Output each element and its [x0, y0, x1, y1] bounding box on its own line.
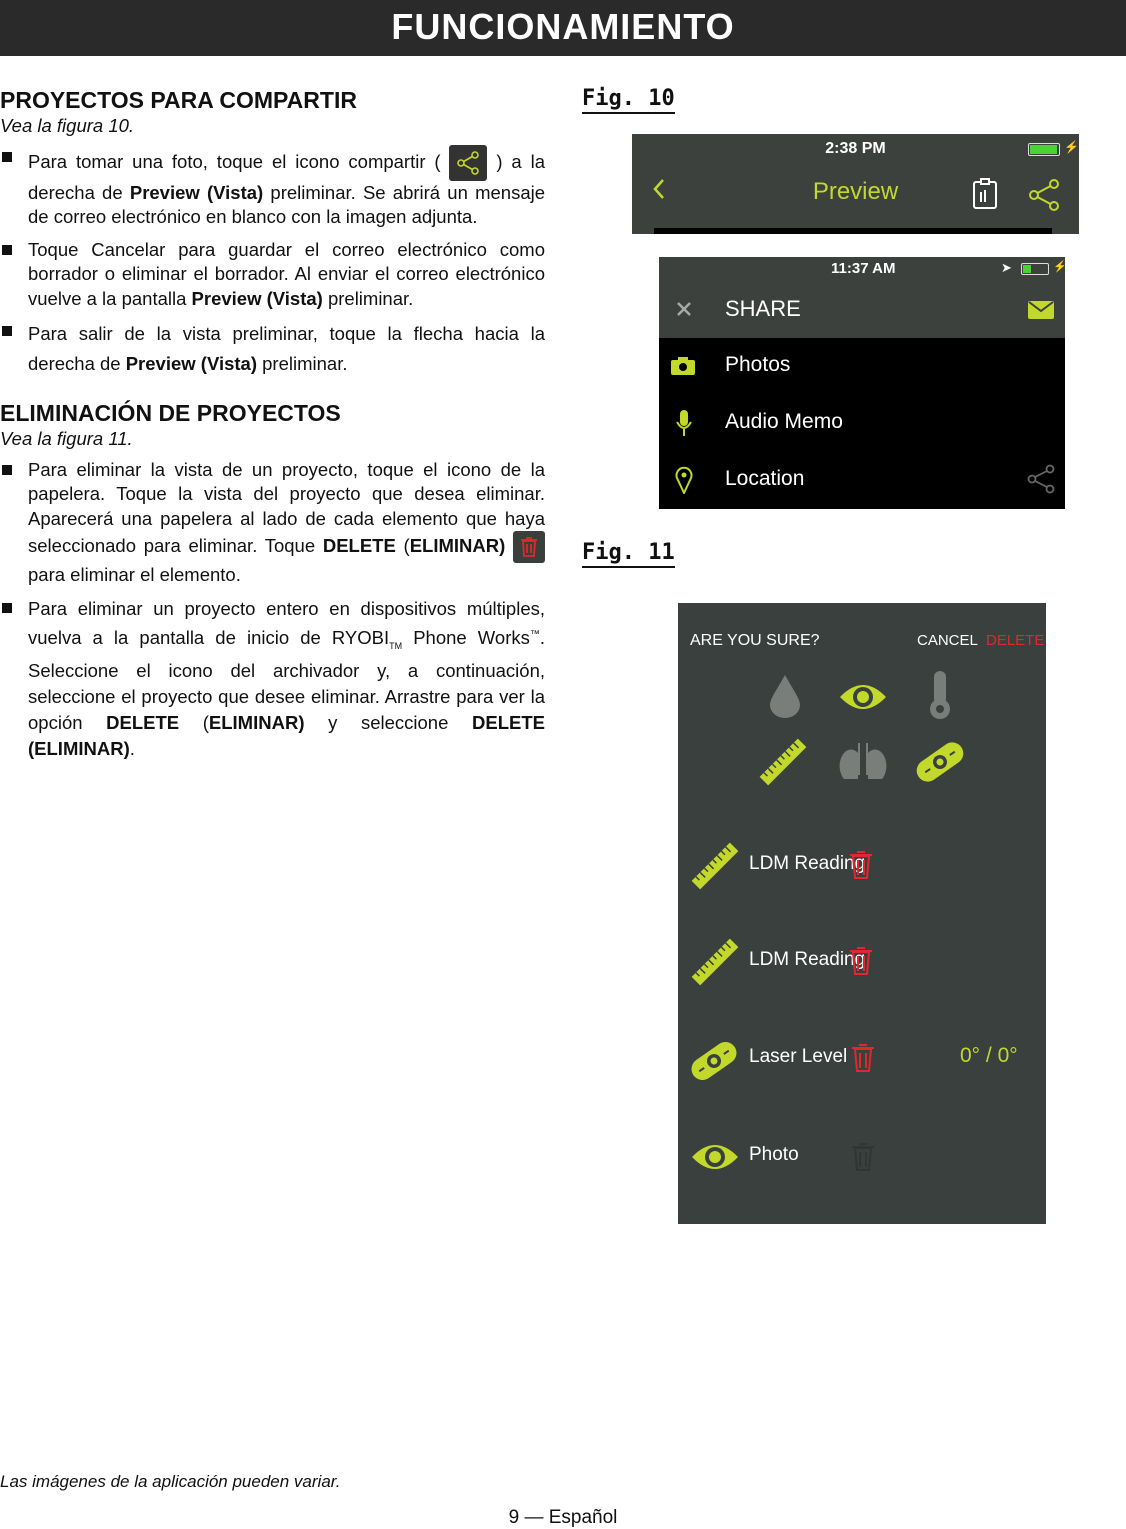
- share-title: SHARE: [725, 296, 801, 321]
- cancel-button[interactable]: CANCEL: [917, 632, 978, 649]
- project-label: LDM Reading: [749, 949, 866, 970]
- figure-reference: Vea la figura 11.: [0, 428, 133, 449]
- status-time: 2:38 PM: [825, 140, 886, 157]
- location-pin-icon: [675, 466, 693, 499]
- eye-icon: [690, 1139, 740, 1180]
- laser-level-icon[interactable]: [913, 735, 967, 794]
- section-heading-share: PROYECTOS PARA COMPARTIR: [0, 87, 357, 113]
- share-option-location[interactable]: [659, 452, 1065, 509]
- share-option-label: Location: [725, 467, 805, 490]
- earbuds-icon[interactable]: [838, 739, 888, 788]
- trash-icon[interactable]: [849, 946, 873, 981]
- ruler-icon: [690, 841, 740, 896]
- page-number: 9 — Español: [508, 1507, 618, 1528]
- battery-icon: [1021, 263, 1049, 275]
- list-item: Para eliminar un proyecto entero en dispositivos múltiples, vuelva a la pantalla de inicio de $RYOBI_{TM}$ Phone Works™. Seleccione el icono del archivador y, a continuación, seleccione el proyecto que desee eliminar. Arrastre para ver la opción DELETE (ELIMINAR) y seleccione DELETE (ELIMINAR).: [0, 596, 545, 763]
- share-option-label: Photos: [725, 353, 791, 376]
- share-icon: [449, 145, 487, 181]
- project-value: 0° / 0°: [960, 1044, 1018, 1067]
- project-row[interactable]: [678, 935, 1046, 995]
- project-row[interactable]: [678, 1031, 1046, 1091]
- charging-icon: ⚡: [1053, 261, 1067, 273]
- share-option-label: Audio Memo: [725, 410, 843, 433]
- figure-label: Fig. 10: [582, 86, 675, 114]
- delete-screen: [678, 603, 1046, 1224]
- delete-steps: [0, 458, 545, 763]
- close-icon[interactable]: [676, 301, 692, 322]
- status-time: 11:37 AM: [831, 260, 896, 277]
- share-option-photos[interactable]: [659, 338, 1065, 395]
- instructions-column: [0, 86, 545, 770]
- project-row[interactable]: [678, 839, 1046, 899]
- ruler-icon[interactable]: [758, 737, 808, 792]
- microphone-icon: [675, 410, 693, 443]
- trash-icon[interactable]: [849, 850, 873, 885]
- share-option-audio-memo[interactable]: [659, 395, 1065, 452]
- list-item: Toque Cancelar para guardar el correo electrónico como borrador o eliminar el borrador. Al enviar el correo electrónico vuelve a la pantalla Preview (Vista) preliminar.: [0, 238, 545, 312]
- figure-label: Fig. 11: [582, 540, 675, 568]
- mail-icon[interactable]: [1028, 301, 1054, 324]
- project-label: LDM Reading: [749, 853, 866, 874]
- preview-screen: [632, 134, 1079, 234]
- confirm-prompt: ARE YOU SURE?: [690, 632, 820, 649]
- thermometer-icon[interactable]: [925, 669, 955, 726]
- clipboard-icon[interactable]: [972, 178, 998, 215]
- page-banner: FUNCIONAMIENTO: [0, 0, 1126, 56]
- share-steps: [0, 145, 545, 380]
- project-label: Photo: [749, 1144, 799, 1165]
- project-label: Laser Level: [749, 1046, 848, 1067]
- screen-title: Preview: [812, 178, 899, 205]
- list-item: Para eliminar la vista de un proyecto, toque el icono de la papelera. Toque la vista del proyecto que desea eliminar. Aparecerá una papelera al lado de cada elemento que haya seleccionado para eliminar. Toque DELETE (ELIMINAR) para eliminar el elemento.: [0, 458, 545, 588]
- battery-icon: [1028, 143, 1060, 156]
- list-item: Para tomar una foto, toque el icono compartir ( ) a la derecha de Preview (Vista) preliminar. Se abrirá un mensaje de correo electrónico en blanco con la imagen adjunta.: [0, 145, 545, 230]
- share-icon[interactable]: [1027, 178, 1061, 217]
- share-screen: [659, 257, 1065, 509]
- trash-icon[interactable]: [851, 1043, 875, 1078]
- screen-bottom-strip: [654, 228, 1052, 234]
- eye-icon[interactable]: [838, 679, 888, 720]
- share-icon[interactable]: [1026, 464, 1056, 499]
- footnote: Las imágenes de la aplicación pueden variar.: [0, 1472, 341, 1491]
- trash-icon[interactable]: [851, 1142, 875, 1177]
- project-row[interactable]: [678, 1127, 1046, 1187]
- water-drop-icon[interactable]: [768, 673, 802, 724]
- camera-icon: [671, 357, 695, 380]
- section-heading-delete: ELIMINACIÓN DE PROYECTOS: [0, 400, 341, 426]
- figure-reference: Vea la figura 10.: [0, 115, 135, 136]
- list-item: Para salir de la vista preliminar, toque la flecha hacia la derecha de Preview (Vista) preliminar.: [0, 319, 545, 379]
- delete-button[interactable]: DELETE: [986, 632, 1045, 649]
- trash-icon: [513, 531, 545, 563]
- location-arrow-icon: ➤: [1001, 260, 1012, 275]
- charging-icon: ⚡: [1064, 140, 1079, 154]
- ruler-icon: [690, 937, 740, 992]
- laser-level-icon: [688, 1035, 740, 1092]
